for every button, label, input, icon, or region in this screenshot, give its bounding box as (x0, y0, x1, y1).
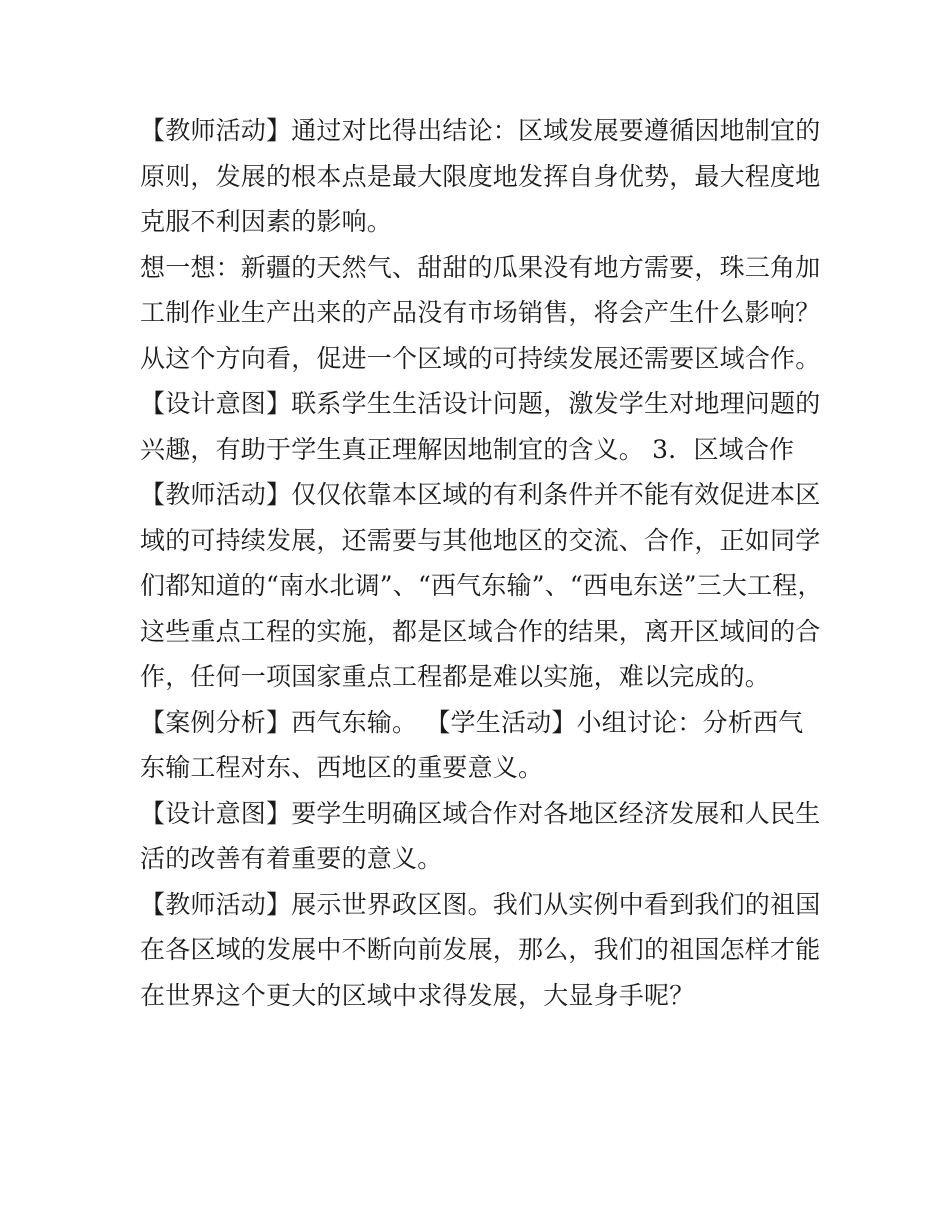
text-line-11: 们都知道的“南水北调”、“西气东输”、“西电东送”三大工程， (140, 571, 823, 600)
text-line-17: 活的改善有着重要的意义。 (140, 844, 443, 873)
text-line-18: 【教师活动】展示世界政区图。我们从实例中看到我们的祖国 (140, 889, 821, 919)
text-line-9: 【教师活动】仅仅依靠本区域的有利条件并不能有效促进本区 (140, 480, 821, 509)
text-line-10: 域的可持续发展，还需要与其他地区的交流、合作，正如同学 (140, 525, 821, 555)
text-line-15: 东输工程对东、西地区的重要意义。 (140, 753, 544, 782)
text-line-1: 【教师活动】通过对比得出结论：区域发展要遵循因地制宜的 (140, 116, 821, 145)
text-line-20: 在世界这个更大的区域中求得发展，大显身手呢？ (140, 980, 695, 1010)
document-body (140, 108, 823, 1018)
text-line-5: 工制作业生产出来的产品没有市场销售，将会产生什么影响？ (140, 298, 821, 327)
text-line-2: 原则，发展的根本点是最大限度地发挥自身优势，最大程度地 (140, 161, 821, 191)
text-line-3: 克服不利因素的影响。 (140, 207, 393, 236)
text-line-12: 这些重点工程的实施，都是区域合作的结果，离开区域间的合 (140, 616, 821, 646)
text-line-4: 想一想：新疆的天然气、甜甜的瓜果没有地方需要，珠三角加 (140, 252, 821, 282)
text-line-8: 兴趣，有助于学生真正理解因地制宜的含义。 3．区域合作 (140, 434, 795, 464)
text-line-7: 【设计意图】联系学生生活设计问题，激发学生对地理问题的 (140, 389, 821, 418)
text-line-16: 【设计意图】要学生明确区域合作对各地区经济发展和人民生 (140, 798, 821, 828)
text-line-6: 从这个方向看，促进一个区域的可持续发展还需要区域合作。 (140, 343, 821, 373)
text-line-13: 作，任何一项国家重点工程都是难以实施，难以完成的。 (140, 662, 771, 691)
text-line-19: 在各区域的发展中不断向前发展，那么，我们的祖国怎样才能 (140, 935, 821, 964)
text-line-14: 【案例分析】西气东输。 【学生活动】小组讨论：分析西气 (140, 707, 804, 737)
